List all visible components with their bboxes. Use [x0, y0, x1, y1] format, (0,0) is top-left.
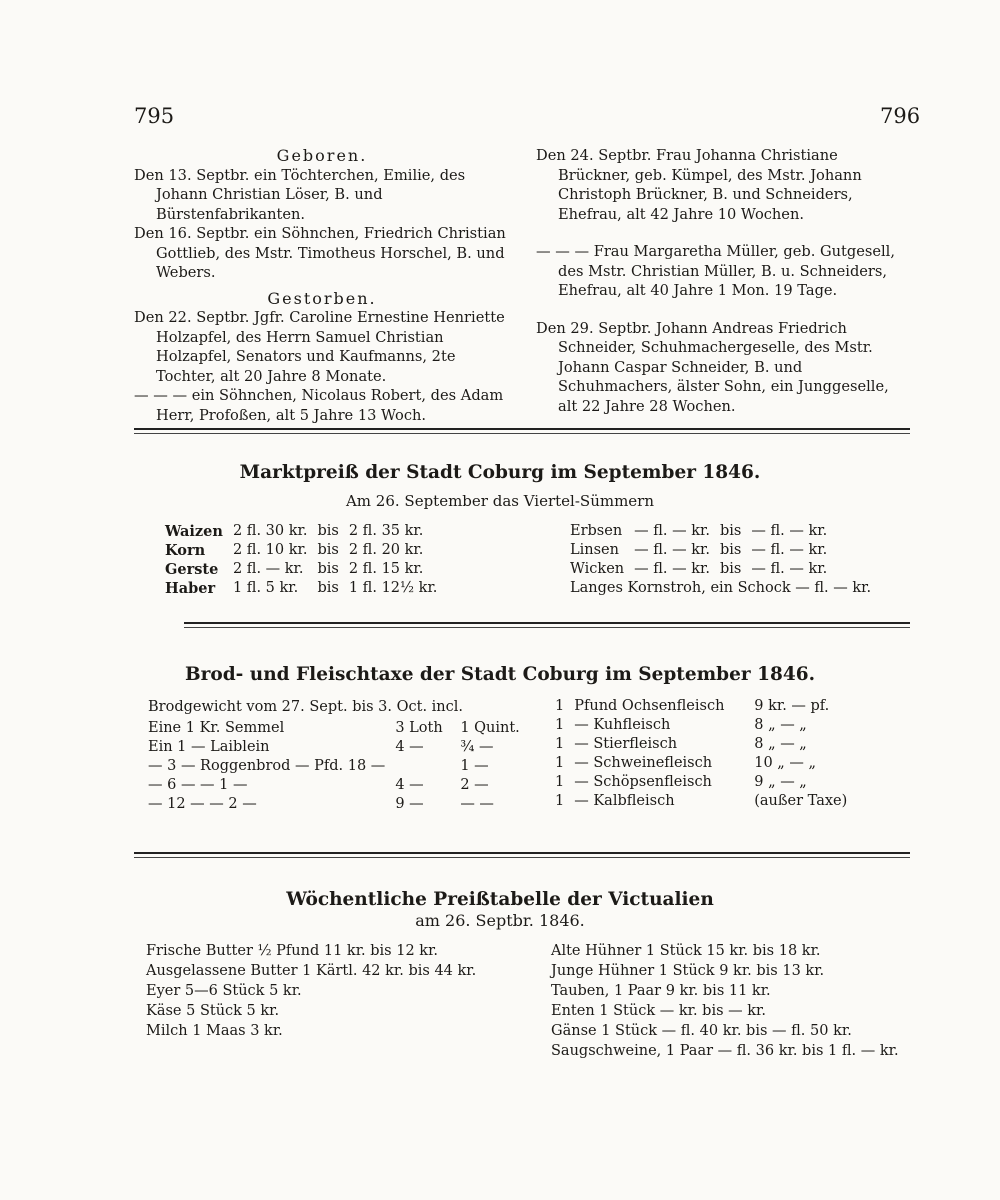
bread-quint: ¾ — — [460, 739, 494, 755]
meat-price: 8 „ — „ — [754, 717, 807, 733]
price-to: 2 fl. 15 kr. — [348, 561, 424, 577]
meat-price: 9 kr. — pf. — [754, 698, 830, 714]
table-row — [550, 773, 852, 792]
bread-item: — 3 — Roggenbrod — Pfd. 18 — — [148, 758, 386, 774]
bread-header: Brodgewicht vom 27. Sept. bis 3. Oct. incl. — [148, 699, 464, 715]
bread-item: — 6 — — 1 — — [148, 777, 248, 793]
grain-name: Haber — [165, 580, 216, 597]
bis-label: bis — [719, 523, 742, 539]
death-entry: — — — ein Söhnchen, Nicolaus Robert, des Adam Herr, Profoßen, alt 5 Jahre 13 Woch. — [134, 387, 504, 424]
price-from: 2 fl. 30 kr. — [232, 523, 308, 539]
bread-loth: 4 — — [395, 739, 424, 755]
death-entry: Den 24. Septbr. Frau Johanna Christiane Brückner, geb. Kümpel, des Mstr. Johann Christoph Brückner, B. und Schneiders, Ehefrau, alt 42 Jahre 10 Wochen. — [536, 147, 862, 223]
table-row — [143, 776, 525, 795]
section-divider — [134, 852, 910, 854]
price-from: — fl. — kr. — [634, 561, 710, 577]
grain-name: Korn — [165, 542, 206, 559]
meat-qty: 1 — [555, 774, 565, 790]
weekly-title: Wöchentliche Preißtabelle der Victualien — [286, 889, 714, 910]
meat-price-table — [550, 697, 852, 811]
legume-name: Linsen — [570, 542, 619, 558]
table-row — [143, 795, 525, 814]
section-divider — [184, 622, 910, 624]
table-row — [565, 522, 832, 541]
list-item: Eyer 5—6 Stück 5 kr. — [146, 983, 302, 999]
right-column — [536, 146, 910, 416]
meat-qty: 1 — [555, 717, 565, 733]
price-from: — fl. — kr. — [634, 542, 710, 558]
legume-name: Wicken — [570, 561, 625, 577]
section-divider — [134, 433, 910, 434]
bread-loth: 9 — — [395, 796, 424, 812]
death-entry: Den 29. Septbr. Johann Andreas Friedrich Schneider, Schuhmachergeselle, des Mstr. Johann Caspar Schneider, B. und Schuhmachers, älster Sohn, ein Junggeselle, alt 22 Jahre 28 Wochen. — [536, 319, 889, 415]
bread-item: — 12 — — 2 — — [148, 796, 257, 812]
grain-name: Waizen — [165, 523, 223, 540]
bis-label: bis — [317, 523, 339, 539]
meat-qty: 1 — [555, 755, 565, 771]
gestorben-heading: Gestorben. — [267, 288, 377, 308]
bread-loth: 4 — — [395, 777, 424, 793]
meat-price: (außer Taxe) — [754, 793, 848, 809]
section-divider — [134, 857, 910, 858]
table-row — [143, 738, 525, 757]
list-item: Gänse 1 Stück — fl. 40 kr. bis — fl. 50 kr. — [551, 1023, 852, 1039]
table-row — [160, 579, 442, 598]
table-row — [550, 754, 852, 773]
list-item: Frische Butter ½ Pfund 11 kr. bis 12 kr. — [146, 943, 439, 959]
birth-entry: Den 13. Septbr. ein Töchterchen, Emilie, des Johann Christian Löser, B. und Bürstenfabrikanten. — [134, 166, 466, 223]
list-item: Ausgelassene Butter 1 Kärtl. 42 kr. bis 44 kr. — [146, 963, 477, 979]
price-to: — fl. — kr. — [751, 561, 828, 577]
table-row — [550, 792, 852, 811]
taxe-title: Brod- und Fleischtaxe der Stadt Coburg im September 1846. — [184, 664, 816, 685]
price-from: 1 fl. 5 kr. — [232, 580, 299, 596]
grain-name: Gerste — [165, 561, 219, 578]
left-column — [134, 146, 510, 425]
price-to: 2 fl. 20 kr. — [348, 542, 424, 558]
list-item: Milch 1 Maas 3 kr. — [146, 1023, 283, 1039]
price-to: 2 fl. 35 kr. — [348, 523, 424, 539]
meat-item: — Kalbfleisch — [574, 793, 675, 809]
list-item: Tauben, 1 Paar 9 kr. bis 11 kr. — [551, 983, 771, 999]
bread-quint: 1 — — [460, 758, 489, 774]
bread-quint: 1 Quint. — [460, 720, 520, 736]
market-title: Marktpreiß der Stadt Coburg im September 1846. — [239, 462, 761, 483]
meat-item: Pfund Ochsenfleisch — [574, 698, 725, 714]
table-row — [160, 541, 442, 560]
price-to: — fl. — kr. — [751, 542, 828, 558]
weekly-right-list — [551, 941, 899, 1061]
bread-loth — [390, 757, 455, 776]
straw-price: Langes Kornstroh, ein Schock — fl. — kr. — [570, 580, 872, 596]
table-row — [565, 541, 832, 560]
table-row — [143, 757, 525, 776]
list-item: Junge Hühner 1 Stück 9 kr. bis 13 kr. — [551, 963, 825, 979]
list-item: Saugschweine, 1 Paar — fl. 36 kr. bis 1 fl. — kr. — [551, 1043, 899, 1059]
death-entry: — — — Frau Margaretha Müller, geb. Gutgesell, des Mstr. Christian Müller, B. u. Schneiders, Ehefrau, alt 40 Jahre 1 Mon. 19 Tage. — [536, 243, 895, 299]
bis-label: bis — [317, 580, 339, 596]
meat-price: 8 „ — „ — [754, 736, 807, 752]
price-to: — fl. — kr. — [751, 523, 828, 539]
meat-qty: 1 — [555, 793, 565, 809]
table-row — [160, 522, 442, 541]
list-item: Käse 5 Stück 5 kr. — [146, 1003, 280, 1019]
bread-item: Ein 1 — Laiblein — [148, 739, 270, 755]
legume-price-table — [565, 522, 832, 579]
page-number-right: 796 — [880, 104, 921, 128]
meat-price: 10 „ — „ — [754, 755, 817, 771]
meat-qty: 1 — [555, 698, 565, 714]
bis-label: bis — [719, 561, 742, 577]
table-row — [160, 560, 442, 579]
bread-weight-table — [143, 719, 525, 814]
price-from: — fl. — kr. — [634, 523, 710, 539]
bread-loth: 3 Loth — [395, 720, 443, 736]
weekly-date: am 26. Septbr. 1846. — [415, 911, 585, 930]
section-divider — [134, 428, 910, 430]
price-from: 2 fl. 10 kr. — [232, 542, 308, 558]
meat-item: — Schweinefleisch — [574, 755, 713, 771]
table-row — [550, 716, 852, 735]
meat-qty: 1 — [555, 736, 565, 752]
meat-item: — Kuhfleisch — [574, 717, 671, 733]
price-to: 1 fl. 12½ kr. — [348, 580, 438, 596]
table-row — [565, 560, 832, 579]
legume-name: Erbsen — [570, 523, 623, 539]
market-subtitle: Am 26. September das Viertel-Sümmern — [345, 492, 655, 510]
bis-label: bis — [317, 542, 339, 558]
geboren-heading: Geboren. — [276, 146, 368, 165]
bis-label: bis — [317, 561, 339, 577]
price-from: 2 fl. — kr. — [232, 561, 304, 577]
bis-label: bis — [719, 542, 742, 558]
section-divider — [184, 627, 910, 628]
meat-price: 9 „ — „ — [754, 774, 807, 790]
bread-item: Eine 1 Kr. Semmel — [148, 720, 285, 736]
meat-item: — Stierfleisch — [574, 736, 678, 752]
weekly-left-list — [146, 941, 476, 1041]
page-number-left: 795 — [134, 104, 175, 128]
list-item: Enten 1 Stück — kr. bis — kr. — [551, 1003, 766, 1019]
table-row — [550, 697, 852, 716]
list-item: Alte Hühner 1 Stück 15 kr. bis 18 kr. — [551, 943, 821, 959]
bread-quint: — — — [460, 796, 494, 812]
death-entry: Den 22. Septbr. Jgfr. Caroline Ernestine Henriette Holzapfel, des Herrn Samuel Christian Holzapfel, Senators und Kaufmanns, 2te Tochter, alt 20 Jahre 8 Monate. — [134, 309, 505, 385]
table-row — [143, 719, 525, 738]
meat-item: — Schöpsenfleisch — [574, 774, 712, 790]
table-row — [550, 735, 852, 754]
grain-price-table — [160, 522, 442, 598]
bread-quint: 2 — — [460, 777, 489, 793]
birth-entry: Den 16. Septbr. ein Söhnchen, Friedrich Christian Gottlieb, des Mstr. Timotheus Horschel, B. und Webers. — [134, 225, 506, 281]
